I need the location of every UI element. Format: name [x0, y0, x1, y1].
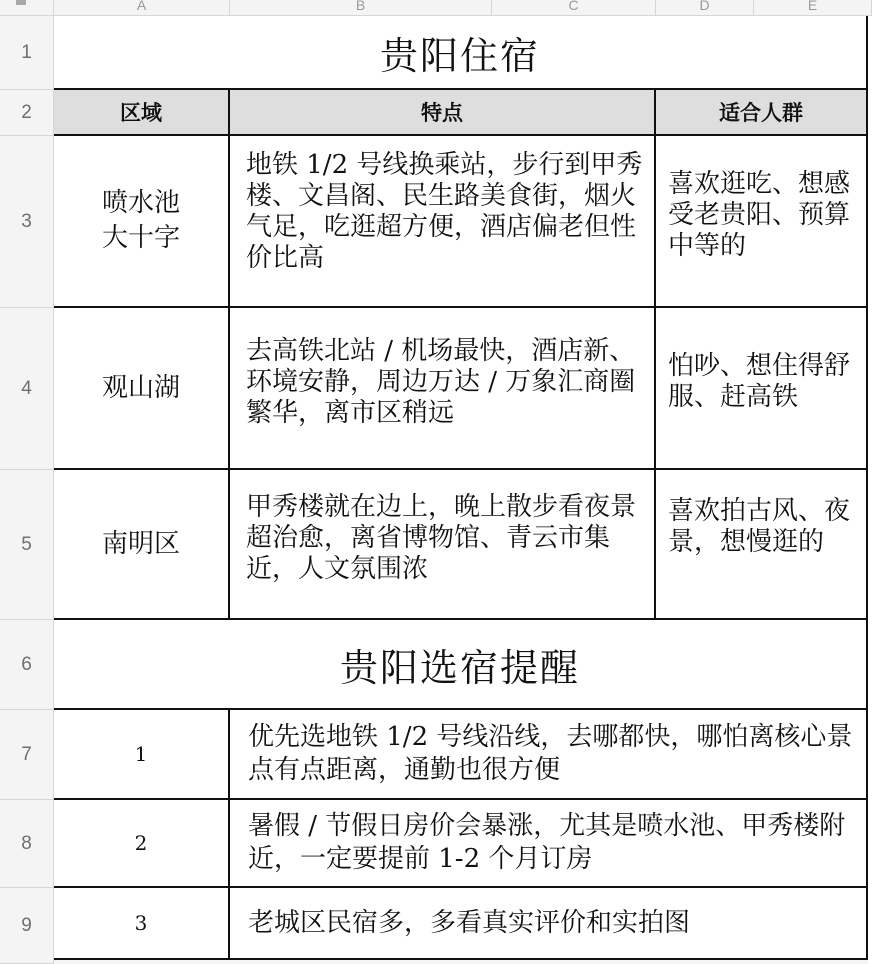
- row-header-3[interactable]: 3: [0, 136, 54, 308]
- area-cell[interactable]: [54, 470, 230, 620]
- row-header-7[interactable]: 7: [0, 710, 54, 800]
- header-cell-features[interactable]: 特点: [230, 90, 656, 136]
- row-header-4[interactable]: 4: [0, 308, 54, 470]
- features-cell[interactable]: 地铁 1/2 号线换乘站，步行到甲秀楼、文昌阁、民生路美食街，烟火气足，吃逛超方便，酒店偏老但性价比高: [230, 136, 656, 308]
- column-header-a[interactable]: A: [54, 0, 230, 16]
- features-cell[interactable]: 去高铁北站 / 机场最快，酒店新、环境安静，周边万达 / 万象汇商圈繁华，离市区稍远: [230, 308, 656, 470]
- tip-number-cell[interactable]: 1: [54, 710, 230, 800]
- area-name: [102, 371, 180, 406]
- tip-text-cell[interactable]: 老城区民宿多，多看真实评价和实拍图: [230, 888, 868, 960]
- features-cell[interactable]: 甲秀楼就在边上，晚上散步看夜景超治愈，离省博物馆、青云市集近，人文氛围浓: [230, 470, 656, 620]
- column-header-e[interactable]: E: [754, 0, 872, 16]
- row-header-2[interactable]: 2: [0, 90, 54, 136]
- suitable-cell[interactable]: 喜欢逛吃、想感受老贵阳、预算中等的: [656, 136, 868, 308]
- grid-edge: [868, 16, 872, 964]
- column-header-d[interactable]: D: [656, 0, 754, 16]
- select-all-corner[interactable]: [0, 0, 54, 16]
- area-name: [102, 186, 180, 256]
- area-cell[interactable]: [54, 308, 230, 470]
- area-name: [102, 527, 180, 562]
- tip-number-cell[interactable]: 3: [54, 888, 230, 960]
- header-cell-suitable[interactable]: 适合人群: [656, 90, 868, 136]
- row-header-9[interactable]: 9: [0, 888, 54, 964]
- row-header-8[interactable]: 8: [0, 800, 54, 888]
- corner-triangle-icon: [16, 0, 26, 5]
- tip-number-cell[interactable]: 2: [54, 800, 230, 888]
- area-cell[interactable]: [54, 136, 230, 308]
- row-header-1[interactable]: 1: [0, 16, 54, 90]
- row-header-6[interactable]: 6: [0, 620, 54, 710]
- area-name-line: 大十字: [101, 223, 180, 253]
- header-cell-area[interactable]: 区域: [54, 90, 230, 136]
- tip-text-cell[interactable]: 优先选地铁 1/2 号线沿线，去哪都快，哪怕离核心景点有点距离，通勤也很方便: [230, 710, 868, 800]
- column-header-b[interactable]: B: [230, 0, 492, 16]
- sheet-title-cell[interactable]: 贵阳住宿: [54, 16, 868, 90]
- area-name-line: 南明区: [101, 528, 180, 559]
- column-header-c[interactable]: C: [492, 0, 656, 16]
- area-name-line: 喷水池: [101, 188, 180, 218]
- area-name-line: 观山湖: [101, 372, 180, 403]
- suitable-cell[interactable]: 喜欢拍古风、夜景，想慢逛的: [656, 470, 868, 620]
- row-header-5[interactable]: 5: [0, 470, 54, 620]
- suitable-cell[interactable]: 怕吵、想住得舒服、赶高铁: [656, 308, 868, 470]
- tip-text-cell[interactable]: 暑假 / 节假日房价会暴涨，尤其是喷水池、甲秀楼附近，一定要提前 1-2 个月订房: [230, 800, 868, 888]
- tips-title-cell[interactable]: 贵阳选宿提醒: [54, 620, 868, 710]
